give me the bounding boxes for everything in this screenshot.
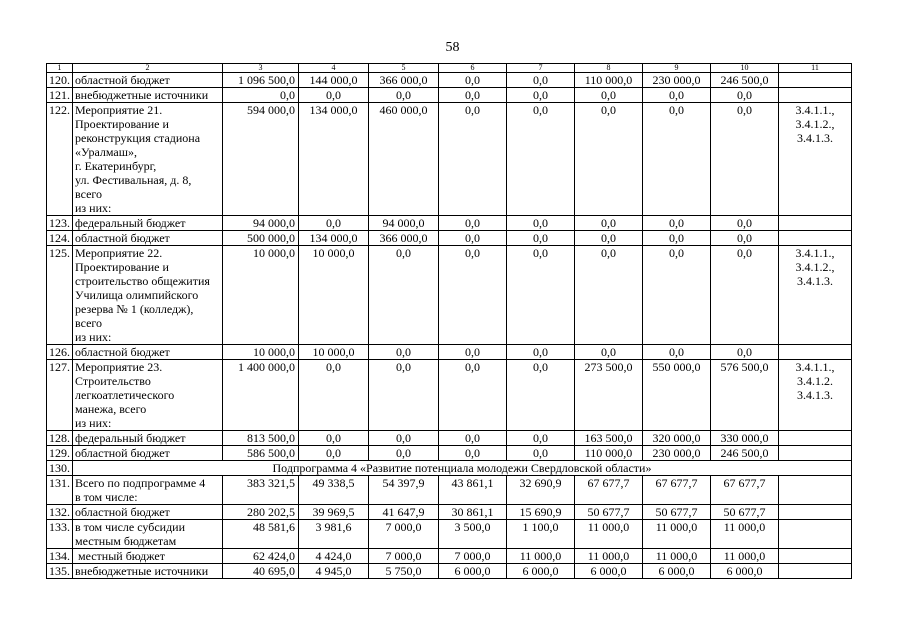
- target-refs: [779, 216, 852, 231]
- value-cell: 15 690,9: [507, 505, 575, 520]
- row-label-line: областной бюджет: [75, 505, 170, 519]
- row-label-line: «Уралмаш»,: [75, 145, 137, 159]
- value-cell: 62 424,0: [223, 549, 299, 564]
- value-cell: 246 500,0: [711, 446, 779, 461]
- value-cell: 0,0: [507, 103, 575, 216]
- row-label-line: местный бюджет: [75, 549, 165, 563]
- table-row: [47, 88, 852, 103]
- value-cell: 383 321,5: [223, 476, 299, 505]
- value-cell: 49 338,5: [299, 476, 369, 505]
- value-cell: 50 677,7: [643, 505, 711, 520]
- value-cell: 50 677,7: [575, 505, 643, 520]
- value-cell: 1 096 500,0: [223, 73, 299, 88]
- row-label-line: Строительство: [75, 374, 151, 388]
- value-cell: 39 969,5: [299, 505, 369, 520]
- value-cell: 230 000,0: [643, 73, 711, 88]
- value-cell: 0,0: [439, 88, 507, 103]
- value-cell: 0,0: [711, 103, 779, 216]
- page-number: 58: [445, 40, 460, 55]
- value-cell: 94 000,0: [369, 216, 439, 231]
- target-ref: 3.4.1.3.: [797, 388, 833, 402]
- column-header: 9: [643, 64, 711, 73]
- column-header: 3: [223, 64, 299, 73]
- row-label-line: областной бюджет: [75, 345, 170, 359]
- row-label-line: в том числе:: [75, 490, 138, 504]
- row-label: [73, 520, 223, 549]
- value-cell: 110 000,0: [575, 446, 643, 461]
- value-cell: 594 000,0: [223, 103, 299, 216]
- row-label-line: всего: [75, 187, 103, 201]
- value-cell: 0,0: [711, 231, 779, 246]
- value-cell: 0,0: [575, 103, 643, 216]
- column-header: 4: [299, 64, 369, 73]
- row-label-line: из них:: [75, 201, 112, 215]
- row-number: 129.: [47, 446, 73, 461]
- target-refs: [779, 549, 852, 564]
- row-label-line: Училища олимпийского: [75, 288, 199, 302]
- target-refs: [779, 505, 852, 520]
- row-label-line: федеральный бюджет: [75, 431, 186, 445]
- value-cell: 54 397,9: [369, 476, 439, 505]
- row-label-line: из них:: [75, 330, 112, 344]
- value-cell: 0,0: [643, 216, 711, 231]
- target-refs: [779, 476, 852, 505]
- row-label-line: строительство общежития: [75, 274, 210, 288]
- value-cell: 6 000,0: [711, 564, 779, 579]
- row-label-line: внебюджетные источники: [75, 564, 209, 578]
- value-cell: 6 000,0: [439, 564, 507, 579]
- value-cell: 280 202,5: [223, 505, 299, 520]
- column-header: 5: [369, 64, 439, 73]
- row-label-line: легкоатлетического: [75, 388, 175, 402]
- value-cell: 273 500,0: [575, 360, 643, 431]
- target-refs: [779, 231, 852, 246]
- target-refs: [779, 88, 852, 103]
- row-label-line: всего: [75, 316, 103, 330]
- table-row: [47, 231, 852, 246]
- value-cell: 0,0: [299, 216, 369, 231]
- table-row: [47, 461, 852, 476]
- target-refs: [779, 564, 852, 579]
- row-label: [73, 216, 223, 231]
- value-cell: 0,0: [299, 431, 369, 446]
- target-ref: 3.4.1.1.,: [795, 103, 835, 117]
- value-cell: 0,0: [439, 103, 507, 216]
- table-row: [47, 520, 852, 549]
- value-cell: 10 000,0: [223, 246, 299, 345]
- value-cell: 7 000,0: [369, 549, 439, 564]
- value-cell: 163 500,0: [575, 431, 643, 446]
- row-label-line: резерва № 1 (колледж),: [75, 302, 194, 316]
- target-ref: 3.4.1.1.,: [795, 246, 835, 260]
- table-row: [47, 549, 852, 564]
- budget-table: [46, 63, 852, 579]
- column-header: 11: [779, 64, 852, 73]
- target-refs: [779, 103, 852, 216]
- table-row: [47, 246, 852, 345]
- row-label-line: Проектирование и: [75, 117, 169, 131]
- row-number: 132.: [47, 505, 73, 520]
- target-ref: 3.4.1.3.: [797, 131, 833, 145]
- value-cell: 0,0: [507, 246, 575, 345]
- value-cell: 67 677,7: [711, 476, 779, 505]
- value-cell: 94 000,0: [223, 216, 299, 231]
- value-cell: 40 695,0: [223, 564, 299, 579]
- row-number: 134.: [47, 549, 73, 564]
- row-label: [73, 505, 223, 520]
- value-cell: 0,0: [369, 431, 439, 446]
- row-number: 127.: [47, 360, 73, 431]
- value-cell: 0,0: [711, 246, 779, 345]
- value-cell: 134 000,0: [299, 103, 369, 216]
- value-cell: 6 000,0: [507, 564, 575, 579]
- table-header-row: [47, 64, 852, 73]
- column-header: 2: [73, 64, 223, 73]
- value-cell: 1 400 000,0: [223, 360, 299, 431]
- row-label: [73, 345, 223, 360]
- row-number: 125.: [47, 246, 73, 345]
- value-cell: 0,0: [575, 246, 643, 345]
- value-cell: 0,0: [643, 246, 711, 345]
- target-ref: 3.4.1.1.,: [795, 360, 835, 374]
- value-cell: 6 000,0: [643, 564, 711, 579]
- row-label-line: областной бюджет: [75, 446, 170, 460]
- row-label-line: ул. Фестивальная, д. 8,: [75, 173, 192, 187]
- value-cell: 50 677,7: [711, 505, 779, 520]
- value-cell: 0,0: [369, 88, 439, 103]
- value-cell: 43 861,1: [439, 476, 507, 505]
- row-label-line: г. Екатеринбург,: [75, 159, 157, 173]
- value-cell: 0,0: [507, 231, 575, 246]
- target-refs: [779, 520, 852, 549]
- table-row: [47, 103, 852, 216]
- row-number: 122.: [47, 103, 73, 216]
- row-number: 130.: [47, 461, 73, 476]
- value-cell: 0,0: [507, 73, 575, 88]
- row-label: [73, 246, 223, 345]
- value-cell: 0,0: [507, 88, 575, 103]
- value-cell: 67 677,7: [575, 476, 643, 505]
- row-label-line: Всего по подпрограмме 4: [75, 476, 206, 490]
- target-refs: [779, 345, 852, 360]
- value-cell: 7 000,0: [439, 549, 507, 564]
- value-cell: 320 000,0: [643, 431, 711, 446]
- row-label-line: областной бюджет: [75, 73, 170, 87]
- table-row: [47, 216, 852, 231]
- row-number: 121.: [47, 88, 73, 103]
- value-cell: 550 000,0: [643, 360, 711, 431]
- row-number: 124.: [47, 231, 73, 246]
- value-cell: 0,0: [507, 345, 575, 360]
- target-ref: 3.4.1.2.: [797, 374, 833, 388]
- row-label-line: Мероприятие 21.: [75, 103, 163, 117]
- value-cell: 41 647,9: [369, 505, 439, 520]
- row-label-line: манежа, всего: [75, 402, 147, 416]
- row-label-line: Мероприятие 22.: [75, 246, 163, 260]
- row-label: [73, 231, 223, 246]
- value-cell: 48 581,6: [223, 520, 299, 549]
- value-cell: 0,0: [439, 216, 507, 231]
- value-cell: 0,0: [507, 431, 575, 446]
- row-label: [73, 549, 223, 564]
- column-header: 1: [47, 64, 73, 73]
- value-cell: 0,0: [369, 446, 439, 461]
- value-cell: 0,0: [369, 246, 439, 345]
- value-cell: 11 000,0: [711, 520, 779, 549]
- value-cell: 576 500,0: [711, 360, 779, 431]
- table-row: [47, 73, 852, 88]
- value-cell: 11 000,0: [507, 549, 575, 564]
- value-cell: 0,0: [299, 446, 369, 461]
- value-cell: 0,0: [299, 88, 369, 103]
- value-cell: 110 000,0: [575, 73, 643, 88]
- value-cell: 11 000,0: [575, 520, 643, 549]
- table-row: [47, 476, 852, 505]
- value-cell: 500 000,0: [223, 231, 299, 246]
- value-cell: 0,0: [643, 88, 711, 103]
- value-cell: 0,0: [575, 88, 643, 103]
- row-label-line: в том числе субсидии: [75, 520, 186, 534]
- table-row: [47, 345, 852, 360]
- row-number: 120.: [47, 73, 73, 88]
- value-cell: 10 000,0: [299, 345, 369, 360]
- row-label: [73, 360, 223, 431]
- row-number: 133.: [47, 520, 73, 549]
- value-cell: 32 690,9: [507, 476, 575, 505]
- value-cell: 0,0: [711, 88, 779, 103]
- table-row: [47, 360, 852, 431]
- row-label-line: областной бюджет: [75, 231, 170, 245]
- row-label: [73, 103, 223, 216]
- target-ref: 3.4.1.2.,: [795, 117, 835, 131]
- value-cell: 330 000,0: [711, 431, 779, 446]
- column-header: 6: [439, 64, 507, 73]
- value-cell: 10 000,0: [223, 345, 299, 360]
- column-header: 8: [575, 64, 643, 73]
- value-cell: 144 000,0: [299, 73, 369, 88]
- row-number: 131.: [47, 476, 73, 505]
- value-cell: 10 000,0: [299, 246, 369, 345]
- target-ref: 3.4.1.3.: [797, 274, 833, 288]
- value-cell: 230 000,0: [643, 446, 711, 461]
- value-cell: 0,0: [507, 216, 575, 231]
- value-cell: 0,0: [439, 73, 507, 88]
- target-refs: [779, 446, 852, 461]
- value-cell: 1 100,0: [507, 520, 575, 549]
- row-label-line: из них:: [75, 416, 112, 430]
- value-cell: 246 500,0: [711, 73, 779, 88]
- value-cell: 0,0: [439, 431, 507, 446]
- value-cell: 0,0: [369, 360, 439, 431]
- target-refs: [779, 246, 852, 345]
- value-cell: 11 000,0: [643, 520, 711, 549]
- value-cell: 0,0: [507, 360, 575, 431]
- value-cell: 0,0: [711, 345, 779, 360]
- value-cell: 134 000,0: [299, 231, 369, 246]
- value-cell: 11 000,0: [643, 549, 711, 564]
- value-cell: 366 000,0: [369, 231, 439, 246]
- value-cell: 366 000,0: [369, 73, 439, 88]
- value-cell: 30 861,1: [439, 505, 507, 520]
- value-cell: 4 945,0: [299, 564, 369, 579]
- value-cell: 0,0: [643, 345, 711, 360]
- value-cell: 67 677,7: [643, 476, 711, 505]
- value-cell: 4 424,0: [299, 549, 369, 564]
- value-cell: 0,0: [575, 231, 643, 246]
- value-cell: 5 750,0: [369, 564, 439, 579]
- value-cell: 0,0: [439, 231, 507, 246]
- value-cell: 0,0: [439, 446, 507, 461]
- row-label: [73, 88, 223, 103]
- table-row: [47, 431, 852, 446]
- value-cell: 6 000,0: [575, 564, 643, 579]
- value-cell: 460 000,0: [369, 103, 439, 216]
- column-header: 10: [711, 64, 779, 73]
- value-cell: 3 500,0: [439, 520, 507, 549]
- value-cell: 0,0: [643, 231, 711, 246]
- row-number: 126.: [47, 345, 73, 360]
- value-cell: 0,0: [439, 246, 507, 345]
- value-cell: 0,0: [299, 360, 369, 431]
- row-label: [73, 431, 223, 446]
- row-label: [73, 476, 223, 505]
- row-number: 135.: [47, 564, 73, 579]
- row-label: [73, 446, 223, 461]
- row-label: [73, 73, 223, 88]
- value-cell: 0,0: [369, 345, 439, 360]
- row-label-line: местным бюджетам: [75, 534, 177, 548]
- value-cell: 7 000,0: [369, 520, 439, 549]
- value-cell: 0,0: [711, 216, 779, 231]
- table-row: [47, 446, 852, 461]
- row-label-line: федеральный бюджет: [75, 216, 186, 230]
- row-label-line: Мероприятие 23.: [75, 360, 163, 374]
- row-number: 123.: [47, 216, 73, 231]
- target-refs: [779, 73, 852, 88]
- value-cell: 0,0: [223, 88, 299, 103]
- row-number: 128.: [47, 431, 73, 446]
- value-cell: 11 000,0: [711, 549, 779, 564]
- target-refs: [779, 360, 852, 431]
- value-cell: 0,0: [439, 360, 507, 431]
- column-header: 7: [507, 64, 575, 73]
- row-label: [73, 564, 223, 579]
- value-cell: 0,0: [507, 446, 575, 461]
- target-refs: [779, 431, 852, 446]
- target-ref: 3.4.1.2.,: [795, 260, 835, 274]
- row-label-line: внебюджетные источники: [75, 88, 209, 102]
- value-cell: 586 500,0: [223, 446, 299, 461]
- value-cell: 11 000,0: [575, 549, 643, 564]
- table-row: [47, 564, 852, 579]
- row-label-line: Проектирование и: [75, 260, 169, 274]
- value-cell: 0,0: [439, 345, 507, 360]
- table-row: [47, 505, 852, 520]
- value-cell: 813 500,0: [223, 431, 299, 446]
- value-cell: 0,0: [575, 345, 643, 360]
- value-cell: 3 981,6: [299, 520, 369, 549]
- row-label-line: реконструкция стадиона: [75, 131, 201, 145]
- value-cell: 0,0: [643, 103, 711, 216]
- section-title: Подпрограмма 4 «Развитие потенциала молодежи Свердловской области»: [73, 461, 852, 476]
- value-cell: 0,0: [575, 216, 643, 231]
